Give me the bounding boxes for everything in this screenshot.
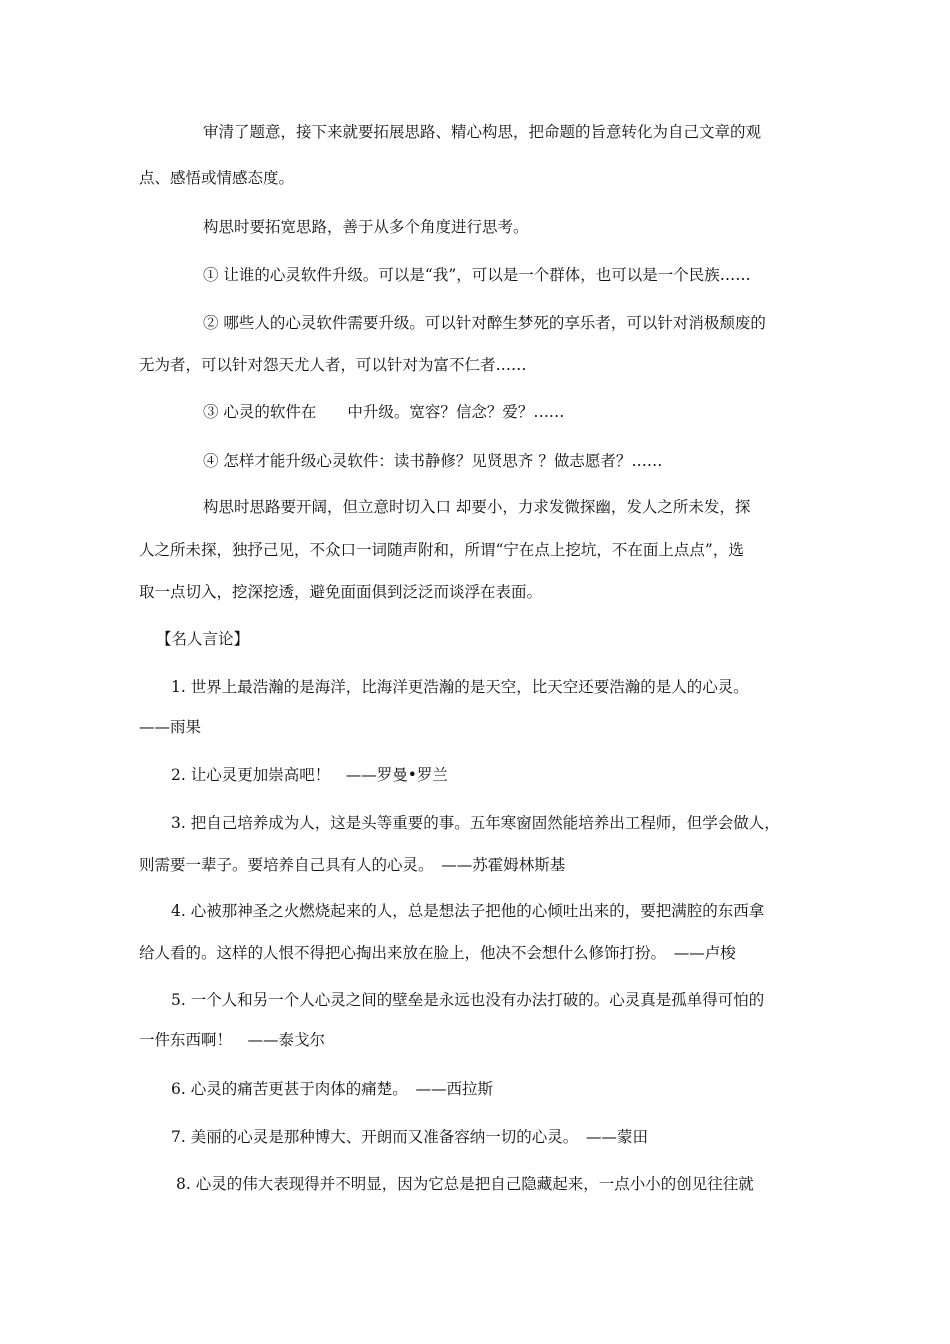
quote-8-line-1: 8. 心灵的伟大表现得并不明显，因为它总是把自己隐藏起来，一点小小的创见往往就 [176,1175,754,1193]
quote-5-line-2: 一件东西啊！ ——泰戈尔 [139,1031,326,1049]
quote-7-line-1: 7. 美丽的心灵是那种博大、开朗而又准备容纳一切的心灵。 ——蒙田 [171,1128,648,1146]
quote-5-line-1: 5. 一个人和另一个人心灵之间的壁垒是永远也没有办法打破的。心灵真是孤单得可怕的 [171,991,765,1009]
para-3-line-2: 人之所未探，独抒己见，不众口一词随声附和，所谓“宁在点上挖坑，不在面上点点”，选 [139,541,744,559]
item-2-line-2: 无为者，可以针对怨天尤人者，可以针对为富不仁者…… [139,356,527,374]
quote-2-line-1: 2. 让心灵更加崇高吧！ ——罗曼•罗兰 [171,766,448,784]
para-1-line-1: 审清了题意，接下来就要拓展思路、精心构思，把命题的旨意转化为自己文章的观 [203,123,762,141]
quote-3-line-1: 3. 把自己培养成为人，这是头等重要的事。五年寒窗固然能培养出工程师，但学会做人， [171,814,780,832]
quote-1-line-2: ——雨果 [139,718,202,736]
section-heading: 【名人言论】 [156,630,250,648]
quote-6-line-1: 6. 心灵的痛苦更甚于肉体的痛楚。 ——西拉斯 [171,1080,493,1098]
quote-1-line-1: 1. 世界上最浩瀚的是海洋，比海洋更浩瀚的是天空，比天空还要浩瀚的是人的心灵。 [171,678,749,696]
item-2-line-1: ② 哪些人的心灵软件需要升级。可以针对醉生梦死的享乐者，可以针对消极颓废的 [203,314,766,332]
para-3-line-3: 取一点切入，挖深挖透，避免面面俱到泛泛而谈浮在表面。 [139,583,543,601]
para-1-line-2: 点、感悟或情感态度。 [139,169,295,187]
quote-4-line-1: 4. 心被那神圣之火燃烧起来的人，总是想法子把他的心倾吐出来的，要把满腔的东西拿 [171,902,765,920]
item-4-line-1: ④ 怎样才能升级心灵软件：读书静修？见贤思齐 ？做志愿者？…… [203,452,663,470]
quote-3-line-2: 则需要一辈子。要培养自己具有人的心灵。 ——苏霍姆林斯基 [139,856,566,874]
para-2-line-1: 构思时要拓宽思路，善于从多个角度进行思考。 [203,218,529,236]
para-3-line-1: 构思时思路要开阔，但立意时切入口 却要小，力求发微探幽，发人之所未发，探 [203,498,751,516]
item-1-line-1: ① 让谁的心灵软件升级。可以是“我”，可以是一个群体，也可以是一个民族…… [203,266,751,284]
item-3-line-1: ③ 心灵的软件在 中升级。宽容？信念？爱？…… [203,403,565,421]
quote-4-line-2: 给人看的。这样的人恨不得把心掏出来放在脸上，他决不会想什么修饰打扮。 ——卢梭 [139,944,736,962]
